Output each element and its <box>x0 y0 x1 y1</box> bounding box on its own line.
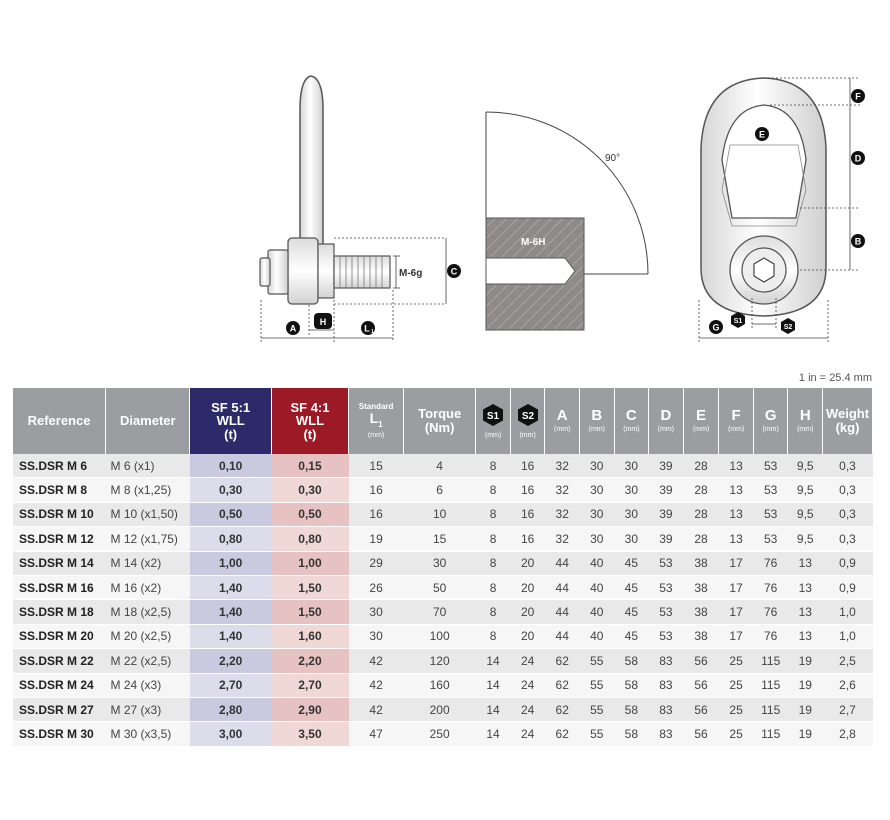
svg-text:E: E <box>758 129 766 140</box>
svg-text:S2: S2 <box>521 411 534 422</box>
table-row <box>13 502 873 526</box>
cell-s1: 8 <box>476 478 511 502</box>
cell-weight: 2,8 <box>823 722 873 746</box>
cell-sf5-wll: 0,30 <box>190 478 271 502</box>
cell-l1: 30 <box>349 600 404 624</box>
label-c-badge <box>447 264 461 278</box>
cell-weight: 1,0 <box>823 600 873 624</box>
cell-l1: 15 <box>349 454 404 478</box>
cell-b: 55 <box>579 722 614 746</box>
cell-f: 13 <box>719 454 754 478</box>
cell-c: 58 <box>614 673 649 697</box>
cell-e: 56 <box>683 722 719 746</box>
cell-d: 39 <box>649 527 684 551</box>
cell-a: 32 <box>545 454 580 478</box>
cell-a: 44 <box>545 600 580 624</box>
cell-reference: SS.DSR M 18 <box>13 600 106 624</box>
col-f: F (mm) <box>719 388 754 454</box>
col-reference: Reference <box>13 388 106 454</box>
table-row <box>13 673 873 697</box>
cell-b: 40 <box>579 624 614 648</box>
col-c: C (mm) <box>614 388 649 454</box>
cell-c: 45 <box>614 624 649 648</box>
cell-weight: 0,9 <box>823 575 873 599</box>
cell-a: 44 <box>545 575 580 599</box>
cell-d: 53 <box>649 624 684 648</box>
cell-diameter: M 16 (x2) <box>106 575 190 599</box>
cell-g: 115 <box>753 649 788 673</box>
cell-f: 25 <box>719 697 754 721</box>
cell-sf4-wll: 1,00 <box>271 551 348 575</box>
cell-torque: 50 <box>404 575 476 599</box>
table-row <box>13 575 873 599</box>
cell-torque: 70 <box>404 600 476 624</box>
cell-b: 40 <box>579 600 614 624</box>
cell-e: 38 <box>683 624 719 648</box>
cell-a: 32 <box>545 502 580 526</box>
cell-diameter: M 8 (x1,25) <box>106 478 190 502</box>
cell-d: 39 <box>649 478 684 502</box>
table-header-row <box>13 388 873 454</box>
cell-s2: 24 <box>510 673 545 697</box>
col-d: D (mm) <box>649 388 684 454</box>
cell-weight: 0,9 <box>823 551 873 575</box>
cell-sf5-wll: 0,10 <box>190 454 271 478</box>
technical-drawings <box>0 0 890 365</box>
cell-diameter: M 10 (x1,50) <box>106 502 190 526</box>
col-b: B (mm) <box>579 388 614 454</box>
cell-s2: 16 <box>510 502 545 526</box>
cell-c: 45 <box>614 600 649 624</box>
front-view-drawing <box>699 78 865 342</box>
cell-b: 55 <box>579 697 614 721</box>
cell-c: 58 <box>614 649 649 673</box>
cell-b: 55 <box>579 673 614 697</box>
col-a: A (mm) <box>545 388 580 454</box>
cell-g: 53 <box>753 527 788 551</box>
cell-g: 76 <box>753 600 788 624</box>
table-row <box>13 624 873 648</box>
cell-e: 56 <box>683 697 719 721</box>
cell-d: 83 <box>649 649 684 673</box>
cell-s2: 20 <box>510 575 545 599</box>
cell-sf5-wll: 3,00 <box>190 722 271 746</box>
cell-s1: 14 <box>476 722 511 746</box>
cell-c: 45 <box>614 551 649 575</box>
cell-sf5-wll: 1,40 <box>190 624 271 648</box>
table-row <box>13 722 873 746</box>
cell-d: 83 <box>649 697 684 721</box>
cell-h: 9,5 <box>788 454 823 478</box>
table-row <box>13 649 873 673</box>
cell-l1: 42 <box>349 697 404 721</box>
cell-c: 45 <box>614 575 649 599</box>
cell-a: 32 <box>545 478 580 502</box>
cell-b: 40 <box>579 575 614 599</box>
svg-text:L: L <box>364 323 370 334</box>
svg-text:S1: S1 <box>733 318 743 325</box>
cell-g: 76 <box>753 551 788 575</box>
cell-g: 76 <box>753 624 788 648</box>
label-g-badge <box>709 320 723 334</box>
cell-b: 30 <box>579 478 614 502</box>
thread-label-m6g: M-6g <box>399 268 423 279</box>
cell-h: 19 <box>788 649 823 673</box>
cell-sf5-wll: 2,80 <box>190 697 271 721</box>
svg-text:A: A <box>289 323 297 334</box>
side-view-drawing <box>260 76 461 342</box>
col-s1: S1 (mm) <box>476 388 511 454</box>
cell-b: 55 <box>579 649 614 673</box>
cell-d: 39 <box>649 454 684 478</box>
cell-reference: SS.DSR M 20 <box>13 624 106 648</box>
s1-hex-icon <box>482 403 504 427</box>
cell-torque: 10 <box>404 502 476 526</box>
cell-l1: 42 <box>349 649 404 673</box>
cell-a: 62 <box>545 697 580 721</box>
col-g: G (mm) <box>753 388 788 454</box>
table-row <box>13 551 873 575</box>
cell-s2: 24 <box>510 697 545 721</box>
cell-e: 28 <box>683 454 719 478</box>
cell-f: 17 <box>719 551 754 575</box>
table-row <box>13 697 873 721</box>
cell-c: 58 <box>614 722 649 746</box>
cell-g: 53 <box>753 502 788 526</box>
cell-sf4-wll: 2,70 <box>271 673 348 697</box>
cell-torque: 6 <box>404 478 476 502</box>
svg-text:C: C <box>450 266 458 277</box>
cell-g: 115 <box>753 673 788 697</box>
cell-diameter: M 24 (x3) <box>106 673 190 697</box>
cell-reference: SS.DSR M 8 <box>13 478 106 502</box>
cell-s1: 8 <box>476 527 511 551</box>
cell-f: 17 <box>719 624 754 648</box>
cell-g: 115 <box>753 722 788 746</box>
cell-f: 25 <box>719 673 754 697</box>
cell-e: 56 <box>683 673 719 697</box>
table-body <box>13 454 873 746</box>
cell-f: 25 <box>719 722 754 746</box>
cell-sf4-wll: 1,50 <box>271 600 348 624</box>
cell-sf4-wll: 0,50 <box>271 502 348 526</box>
cell-sf5-wll: 1,00 <box>190 551 271 575</box>
cell-g: 53 <box>753 478 788 502</box>
cell-diameter: M 20 (x2,5) <box>106 624 190 648</box>
cell-a: 44 <box>545 624 580 648</box>
cell-diameter: M 12 (x1,75) <box>106 527 190 551</box>
cell-f: 13 <box>719 527 754 551</box>
cell-diameter: M 18 (x2,5) <box>106 600 190 624</box>
cell-c: 30 <box>614 454 649 478</box>
cell-d: 39 <box>649 502 684 526</box>
cell-e: 38 <box>683 575 719 599</box>
cell-reference: SS.DSR M 6 <box>13 454 106 478</box>
cell-torque: 100 <box>404 624 476 648</box>
col-e: E (mm) <box>683 388 719 454</box>
cell-s2: 24 <box>510 649 545 673</box>
cell-s2: 20 <box>510 551 545 575</box>
cell-diameter: M 14 (x2) <box>106 551 190 575</box>
col-diameter: Diameter <box>106 388 190 454</box>
cell-s1: 8 <box>476 624 511 648</box>
cell-f: 13 <box>719 478 754 502</box>
cell-g: 53 <box>753 454 788 478</box>
cell-c: 30 <box>614 478 649 502</box>
cell-weight: 2,7 <box>823 697 873 721</box>
cell-e: 28 <box>683 502 719 526</box>
cell-sf4-wll: 1,60 <box>271 624 348 648</box>
cell-a: 44 <box>545 551 580 575</box>
cell-reference: SS.DSR M 22 <box>13 649 106 673</box>
cell-e: 56 <box>683 649 719 673</box>
svg-text:G: G <box>712 322 720 333</box>
cell-l1: 30 <box>349 624 404 648</box>
cell-torque: 160 <box>404 673 476 697</box>
table-row <box>13 478 873 502</box>
cell-reference: SS.DSR M 24 <box>13 673 106 697</box>
cell-f: 13 <box>719 502 754 526</box>
table-row <box>13 454 873 478</box>
cell-s1: 8 <box>476 454 511 478</box>
cell-reference: SS.DSR M 10 <box>13 502 106 526</box>
table-row <box>13 527 873 551</box>
cell-f: 25 <box>719 649 754 673</box>
svg-text:F: F <box>855 91 861 102</box>
label-s2-badge <box>781 318 795 334</box>
cell-d: 53 <box>649 551 684 575</box>
cell-s1: 14 <box>476 673 511 697</box>
cell-f: 17 <box>719 600 754 624</box>
cell-s1: 8 <box>476 551 511 575</box>
unit-conversion-note: 1 in = 25.4 mm <box>798 372 872 384</box>
cell-sf4-wll: 2,90 <box>271 697 348 721</box>
cell-b: 30 <box>579 502 614 526</box>
cell-torque: 15 <box>404 527 476 551</box>
cell-sf4-wll: 2,20 <box>271 649 348 673</box>
cell-d: 83 <box>649 673 684 697</box>
cell-torque: 200 <box>404 697 476 721</box>
cell-weight: 0,3 <box>823 527 873 551</box>
specification-table <box>13 388 873 747</box>
cell-s2: 24 <box>510 722 545 746</box>
cell-l1: 16 <box>349 502 404 526</box>
label-f-badge <box>851 89 865 103</box>
table-row <box>13 600 873 624</box>
cell-e: 38 <box>683 551 719 575</box>
label-b-badge <box>851 234 865 248</box>
cell-sf4-wll: 0,15 <box>271 454 348 478</box>
cell-l1: 42 <box>349 673 404 697</box>
cell-sf5-wll: 1,40 <box>190 600 271 624</box>
cell-c: 30 <box>614 502 649 526</box>
svg-text:S2: S2 <box>783 324 793 331</box>
cell-sf5-wll: 0,50 <box>190 502 271 526</box>
cell-torque: 250 <box>404 722 476 746</box>
cell-s2: 16 <box>510 454 545 478</box>
cell-sf5-wll: 1,40 <box>190 575 271 599</box>
s2-hex-icon <box>517 403 539 427</box>
cell-s2: 20 <box>510 600 545 624</box>
cell-diameter: M 6 (x1) <box>106 454 190 478</box>
cell-sf5-wll: 2,70 <box>190 673 271 697</box>
cell-l1: 47 <box>349 722 404 746</box>
cell-a: 62 <box>545 673 580 697</box>
cell-h: 19 <box>788 673 823 697</box>
cell-torque: 4 <box>404 454 476 478</box>
cell-diameter: M 30 (x3,5) <box>106 722 190 746</box>
cell-e: 28 <box>683 478 719 502</box>
cell-weight: 0,3 <box>823 502 873 526</box>
col-h: H (mm) <box>788 388 823 454</box>
svg-text:B: B <box>854 236 862 247</box>
cell-h: 13 <box>788 624 823 648</box>
col-torque: Torque (Nm) <box>404 388 476 454</box>
cell-s1: 14 <box>476 697 511 721</box>
cell-reference: SS.DSR M 12 <box>13 527 106 551</box>
cell-h: 9,5 <box>788 502 823 526</box>
cell-a: 32 <box>545 527 580 551</box>
section-view-drawing <box>486 112 648 330</box>
cell-a: 62 <box>545 649 580 673</box>
cell-sf4-wll: 0,80 <box>271 527 348 551</box>
cell-s1: 14 <box>476 649 511 673</box>
col-sf5-wll: SF 5:1 WLL (t) <box>190 388 271 454</box>
cell-s1: 8 <box>476 600 511 624</box>
cell-reference: SS.DSR M 27 <box>13 697 106 721</box>
cell-b: 40 <box>579 551 614 575</box>
cell-reference: SS.DSR M 30 <box>13 722 106 746</box>
cell-h: 9,5 <box>788 527 823 551</box>
cell-torque: 120 <box>404 649 476 673</box>
cell-g: 76 <box>753 575 788 599</box>
cell-weight: 2,5 <box>823 649 873 673</box>
cell-e: 28 <box>683 527 719 551</box>
cell-h: 9,5 <box>788 478 823 502</box>
cell-diameter: M 22 (x2,5) <box>106 649 190 673</box>
cell-e: 38 <box>683 600 719 624</box>
cell-diameter: M 27 (x3) <box>106 697 190 721</box>
cell-a: 62 <box>545 722 580 746</box>
cell-sf4-wll: 1,50 <box>271 575 348 599</box>
cell-l1: 26 <box>349 575 404 599</box>
cell-reference: SS.DSR M 14 <box>13 551 106 575</box>
cell-f: 17 <box>719 575 754 599</box>
cell-l1: 19 <box>349 527 404 551</box>
cell-sf5-wll: 2,20 <box>190 649 271 673</box>
cell-s2: 16 <box>510 527 545 551</box>
cell-h: 13 <box>788 575 823 599</box>
cell-sf5-wll: 0,80 <box>190 527 271 551</box>
cell-h: 13 <box>788 600 823 624</box>
cell-h: 19 <box>788 722 823 746</box>
cell-sf4-wll: 0,30 <box>271 478 348 502</box>
cell-l1: 29 <box>349 551 404 575</box>
cell-s1: 8 <box>476 575 511 599</box>
cell-weight: 0,3 <box>823 478 873 502</box>
cell-reference: SS.DSR M 16 <box>13 575 106 599</box>
col-s2: S2 (mm) <box>510 388 545 454</box>
label-e-badge <box>755 127 769 141</box>
cell-s2: 16 <box>510 478 545 502</box>
cell-h: 19 <box>788 697 823 721</box>
cell-s2: 20 <box>510 624 545 648</box>
cell-l1: 16 <box>349 478 404 502</box>
svg-text:H: H <box>319 317 327 327</box>
col-sf4-wll: SF 4:1 WLL (t) <box>271 388 348 454</box>
col-weight: Weight (kg) <box>823 388 873 454</box>
cell-weight: 1,0 <box>823 624 873 648</box>
svg-text:D: D <box>854 153 862 164</box>
label-l1-badge <box>361 321 375 335</box>
cell-torque: 30 <box>404 551 476 575</box>
label-a-badge <box>286 321 300 335</box>
cell-b: 30 <box>579 454 614 478</box>
cell-d: 83 <box>649 722 684 746</box>
cell-d: 53 <box>649 600 684 624</box>
label-h-badge <box>314 313 332 329</box>
cell-s1: 8 <box>476 502 511 526</box>
angle-label: 90° <box>605 153 621 164</box>
cell-weight: 0,3 <box>823 454 873 478</box>
cell-b: 30 <box>579 527 614 551</box>
cell-sf4-wll: 3,50 <box>271 722 348 746</box>
cell-h: 13 <box>788 551 823 575</box>
cell-c: 30 <box>614 527 649 551</box>
label-d-badge <box>851 151 865 165</box>
svg-text:S1: S1 <box>486 411 500 422</box>
svg-text:1: 1 <box>371 329 374 335</box>
cell-weight: 2,6 <box>823 673 873 697</box>
cell-g: 115 <box>753 697 788 721</box>
col-standard-l1: Standard $L_1$ (mm) <box>349 388 404 454</box>
section-thread-label: M-6H <box>521 237 546 248</box>
cell-d: 53 <box>649 575 684 599</box>
cell-c: 58 <box>614 697 649 721</box>
